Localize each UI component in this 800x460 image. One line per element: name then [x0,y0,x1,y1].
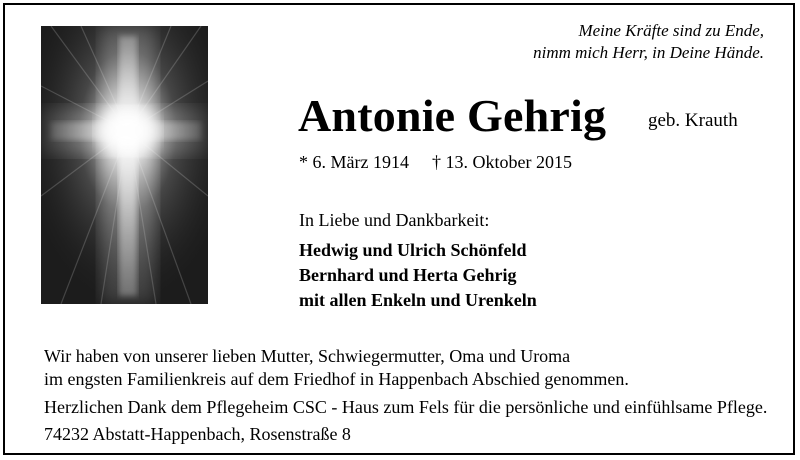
quote-line-1: Meine Kräfte sind zu Ende, [578,21,764,40]
mourner-line: Bernhard und Herta Gehrig [299,265,517,285]
birth-date: * 6. März 1914 [299,152,409,172]
deceased-name: Antonie Gehrig [298,90,607,141]
mourner-line: mit allen Enkeln und Urenkeln [299,290,537,310]
quote-line-2: nimm mich Herr, in Deine Hände. [533,43,764,62]
mourners-intro: In Liebe und Dankbarkeit: [299,210,490,230]
maiden-name: geb. Krauth [648,110,738,131]
body-text-line: im engsten Familienkreis auf dem Friedhof in Happenbach Abschied genommen. [44,369,629,389]
thanks-line: Herzlichen Dank dem Pflegeheim CSC - Haus zum Fels für die persönliche und einfühlsame Pflege. [44,397,768,417]
address-line: 74232 Abstatt-Happenbach, Rosenstraße 8 [44,424,351,444]
cross-icon [41,26,208,304]
death-date: † 13. Oktober 2015 [432,152,572,172]
glowing-cross-image [41,26,208,304]
body-text-line: Wir haben von unserer lieben Mutter, Schwiegermutter, Oma und Uroma [44,346,571,366]
mourner-line: Hedwig und Ulrich Schönfeld [299,240,527,260]
